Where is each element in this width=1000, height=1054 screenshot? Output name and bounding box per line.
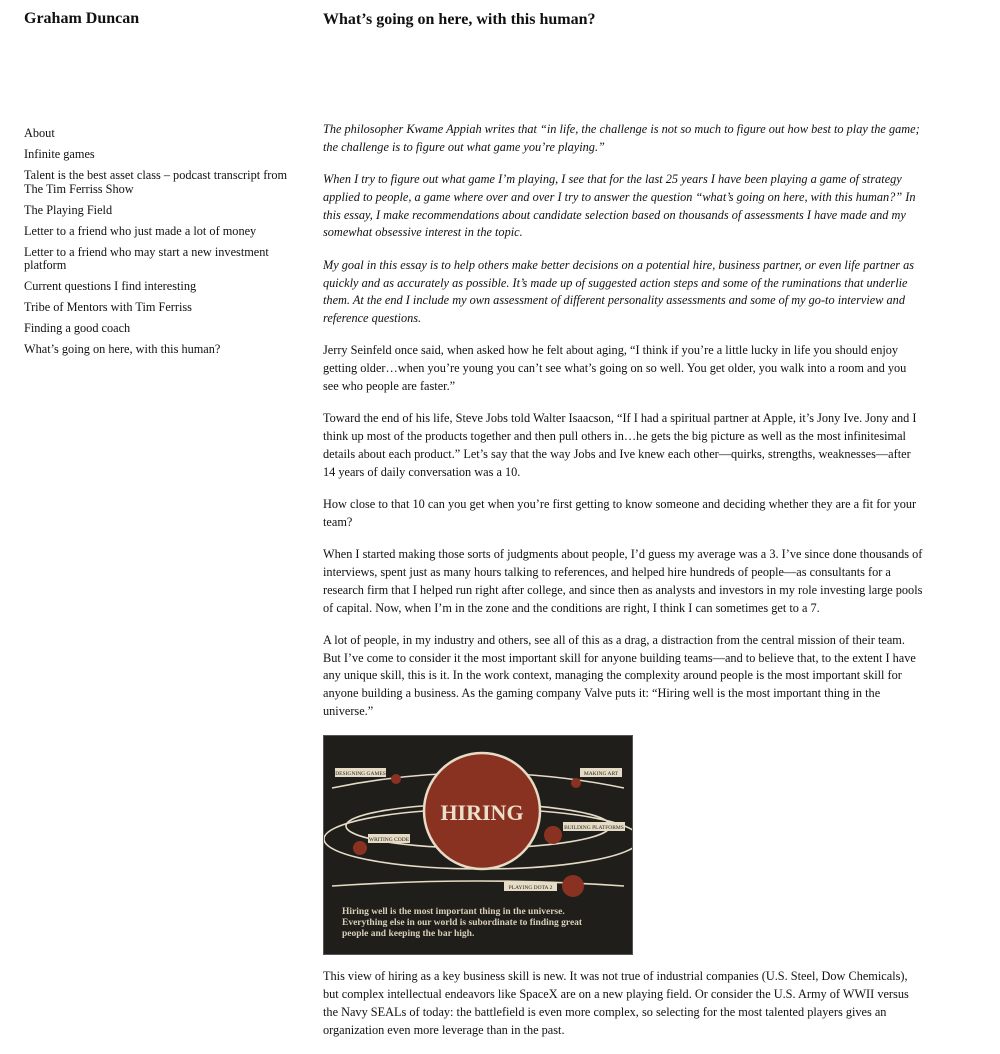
figure-caption-line: Everything else in our world is subordinate to finding great (342, 918, 583, 929)
sidebar-link[interactable]: What’s going on here, with this human? (24, 342, 221, 356)
sidebar-link[interactable]: About (24, 126, 55, 140)
sidebar-item-talent (24, 169, 304, 196)
sidebar-link[interactable]: Talent is the best asset class – podcast transcript from The Tim Ferriss Show (24, 168, 288, 196)
sidebar-item-playing-field (24, 204, 304, 218)
body-paragraph: When I started making those sorts of judgments about people, I’d guess my average was a 3. I’ve since done thousands of interviews, spent just as many hours talking to references, and helped hire hundreds of people—as consultants for a research firm that I helped run right after college, and since then as analysts and investors in my role investing large pools of capital. Now, when I’m in the zone and the conditions are right, I think I can sometimes get to a 7. (323, 547, 923, 615)
sidebar-link[interactable]: Tribe of Mentors with Tim Ferriss (24, 300, 192, 314)
planet (544, 826, 562, 844)
figure-caption-line: Hiring well is the most important thing in the universe. (342, 907, 565, 918)
hiring-illustration (323, 735, 633, 955)
planet-label: BUILDING PLATFORMS (564, 825, 624, 832)
sidebar-link[interactable]: Infinite games (24, 147, 95, 161)
sidebar-item-infinite-games (24, 148, 304, 162)
hiring-sun-label: HIRING (440, 800, 524, 826)
post-content (323, 121, 923, 1054)
planet (571, 778, 581, 788)
sidebar-item-this-human (24, 343, 304, 357)
planet-label: WRITING CODE (368, 837, 410, 844)
body-paragraph: Toward the end of his life, Steve Jobs told Walter Isaacson, “If I had a spiritual partner at Apple, it’s Jony Ive. Jony and I think up most of the products together and then pull others in…he gets the big picture as well as the most infinitesimal details about each product.” Let’s say that the way Jobs and Ive knew each other—quirks, strengths, weaknesses—after 14 years of daily conversation was a 10. (323, 411, 917, 479)
sidebar-nav (24, 127, 304, 364)
post-header (323, 10, 923, 29)
planet-label: PLAYING DOTA 2 (508, 885, 553, 892)
intro-paragraph: My goal in this essay is to help others make better decisions on a potential hire, business partner, or even life partner as quickly and as accurately as possible. It’s made up of suggested action steps and some of the ruminations that underlie them. At the end I include my own assessment of different personality assessments and some of my go-to interview and reference questions. (323, 257, 915, 326)
body-paragraph: A lot of people, in my industry and others, see all of this as a drag, a distraction from the central mission of their team. But I’ve come to consider it the most important skill for anyone building teams—and to believe that, to the extent I have any unique skill, this is it. In the work context, managing the complexity around people is the most important skill for anyone building a business. As the gaming company Valve puts it: “Hiring well is the most important thing in the universe.” (323, 632, 916, 719)
sidebar-item-about (24, 127, 304, 141)
planet (562, 875, 584, 897)
sidebar-item-current-questions (24, 280, 304, 294)
intro-paragraph: The philosopher Kwame Appiah writes that “in life, the challenge is not so much to figure out how best to play the game; the challenge is to figure out what game you’re playing.” (323, 122, 920, 154)
planet (353, 841, 367, 855)
sidebar-item-tribe-mentors (24, 301, 304, 315)
sidebar-link[interactable]: The Playing Field (24, 202, 113, 217)
sidebar-link[interactable]: Finding a good coach (24, 321, 131, 335)
sidebar-item-letter-money (24, 225, 304, 239)
site-title[interactable]: Graham Duncan (24, 10, 140, 27)
sidebar-link[interactable]: Letter to a friend who just made a lot of money (24, 223, 257, 238)
body-paragraph: Jerry Seinfeld once said, when asked how he felt about aging, “I think if you’re a little lucky in life you should enjoy getting older…when you’re young you can’t see what’s going on so well. You get older, you walk into a room and you see who people are faster.” (323, 343, 907, 394)
post-title: What’s going on here, with this human? (323, 11, 596, 28)
sidebar-link[interactable]: Letter to a friend who may start a new investment platform (24, 244, 269, 272)
intro-paragraph: When I try to figure out what game I’m playing, I see that for the last 25 years I have been playing a game of strategy applied to people, a game where over and over I try to answer the question “what’s going on here, with this human?” In this essay, I make recommendations about candidate selection based on thousands of assessments I have made and my somewhat obsessive interest in the topic. (323, 172, 916, 240)
body-paragraph: How close to that 10 can you get when you’re first getting to know someone and deciding whether they are a fit for your team? (323, 497, 917, 529)
body-paragraph: This view of hiring as a key business skill is new. It was not true of industrial companies (U.S. Steel, Dow Chemicals), but complex intellectual endeavors like SpaceX are on a new playing field. Or consider the U.S. Army of WWII versus the Navy SEALs of today: the battlefield is even more complex, so selecting for the most talented players gives an organization even more leverage than in the past. (323, 969, 909, 1037)
figure-caption-line: people and keeping the bar high. (342, 929, 475, 940)
planet-label: DESIGNING GAMES (335, 771, 386, 778)
sidebar-item-good-coach (24, 322, 304, 336)
planet-label: MAKING ART (583, 771, 619, 778)
sidebar-link[interactable]: Current questions I find interesting (24, 279, 197, 293)
hiring-orbit-diagram (324, 736, 632, 954)
sidebar-item-letter-platform (24, 246, 304, 273)
planet (391, 774, 401, 784)
